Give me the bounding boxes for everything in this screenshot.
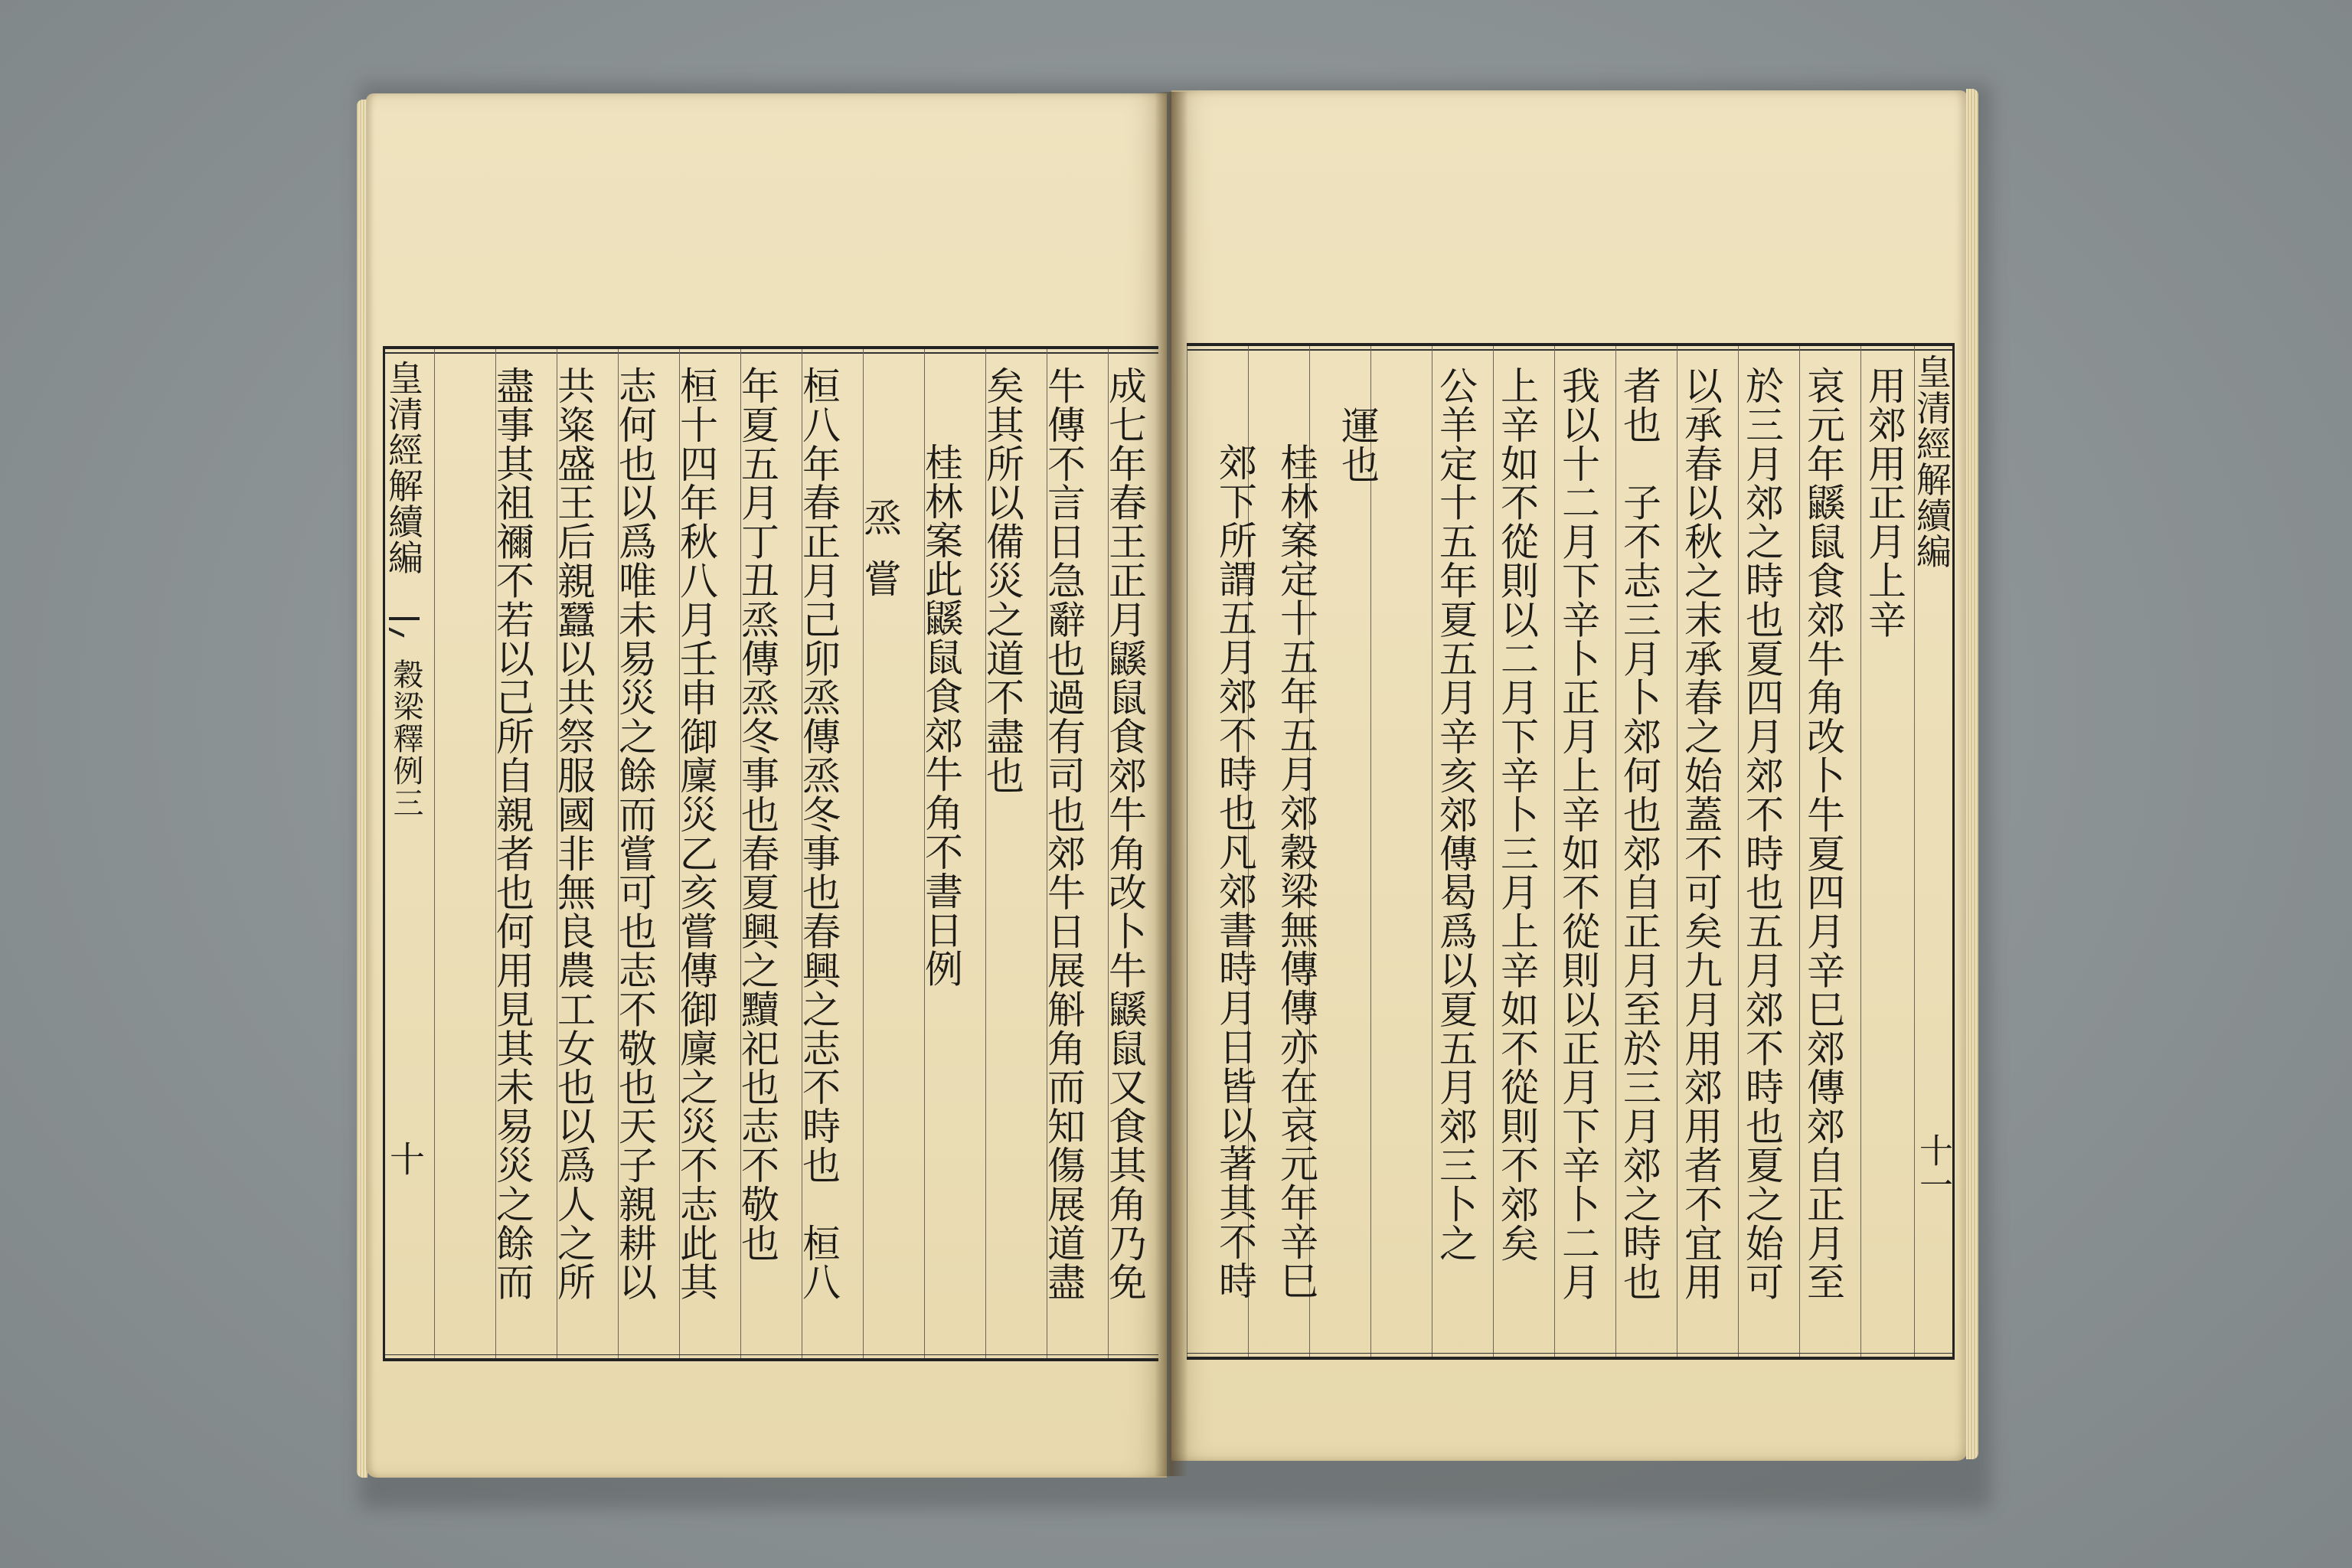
column-rule <box>1554 346 1555 1357</box>
fishtail-mark <box>389 617 420 637</box>
book-gutter <box>1155 92 1188 1476</box>
margin-book-title-right: 皇清經解續編 <box>1911 354 1952 570</box>
section-heading-zheng-chang: 烝嘗 <box>858 498 902 620</box>
text-column-l10: 共粢盛王后親蠶以共祭服國非無良農工女也以爲人之所 <box>551 366 596 1302</box>
text-column-r5: 者也 子不志三月卜郊何也郊自正月至於三月郊之時也 <box>1617 366 1661 1302</box>
text-column-r11: 郊下所謂五月郊不時也凡郊書時月日皆以著其不時 <box>1213 443 1257 1300</box>
text-column-l4: 桂林案此鼷鼠食郊牛角不書日例 <box>919 443 963 988</box>
text-column-r4: 以承春以秋之末承春之始蓋不可矣九月用郊用者不宜用 <box>1678 366 1723 1302</box>
column-rule <box>1860 346 1861 1357</box>
right-page-edges <box>1966 89 1978 1459</box>
text-column-l1: 成七年春王正月鼷鼠食郊牛角改卜牛鼷鼠又食其角乃免 <box>1102 366 1147 1302</box>
text-column-r1: 用郊用正月上辛 <box>1862 366 1906 639</box>
column-rule <box>1799 346 1800 1357</box>
text-column-r8: 公羊定十五年夏五月辛亥郊傳曷爲以夏五月郊三卜之 <box>1433 366 1478 1263</box>
margin-book-title: 皇清經解續編 <box>383 360 424 576</box>
margin-section-title: 穀梁釋例三 <box>388 658 423 819</box>
margin-page-number-right: 十一 <box>1913 1133 1952 1202</box>
column-rule <box>434 349 435 1358</box>
text-column-r10: 桂林案定十五年五月郊穀梁無傳傳亦在哀元年辛巳 <box>1274 443 1318 1300</box>
column-rule <box>1738 346 1739 1357</box>
column-rule <box>1370 346 1371 1357</box>
text-column-l6: 桓八年春正月己卯烝傳烝冬事也春興之志不時也 桓八 <box>796 366 841 1302</box>
column-rule <box>1615 346 1616 1357</box>
text-column-r2: 哀元年鼷鼠食郊牛角改卜牛夏四月辛巳郊傳郊自正月至 <box>1801 366 1845 1302</box>
column-rule <box>1493 346 1494 1357</box>
text-column-r3: 於三月郊之時也夏四月郊不時也五月郊不時也夏之始可 <box>1740 366 1784 1302</box>
text-column-l7: 年夏五月丁丑烝傳烝冬事也春夏興之黷祀也志不敬也 <box>735 366 779 1263</box>
text-column-r6: 我以十二月下辛卜正月上辛如不從則以正月下辛卜二月 <box>1556 366 1600 1302</box>
text-column-l8: 桓十四年秋八月壬申御廩災乙亥嘗傳御廩之災不志此其 <box>674 366 718 1302</box>
margin-page-number: 十 <box>384 1141 426 1177</box>
text-column-l11: 盡事其祖禰不若以己所自親者也何用見其未易災之餘而 <box>490 366 534 1302</box>
text-column-l3: 矣其所以備災之道不盡也 <box>980 366 1024 795</box>
text-column-r7: 上辛如不從則以二月下辛卜三月上辛如不從則不郊矣 <box>1494 366 1539 1263</box>
text-column-l2: 牛傳不言日急辭也過有司也郊牛日展斛角而知傷展道盡 <box>1041 366 1086 1302</box>
text-column-r9: 運也 <box>1335 406 1380 484</box>
text-column-l9: 志何也以爲唯未易災之餘而嘗可也志不敬也天子親耕以 <box>612 366 657 1302</box>
